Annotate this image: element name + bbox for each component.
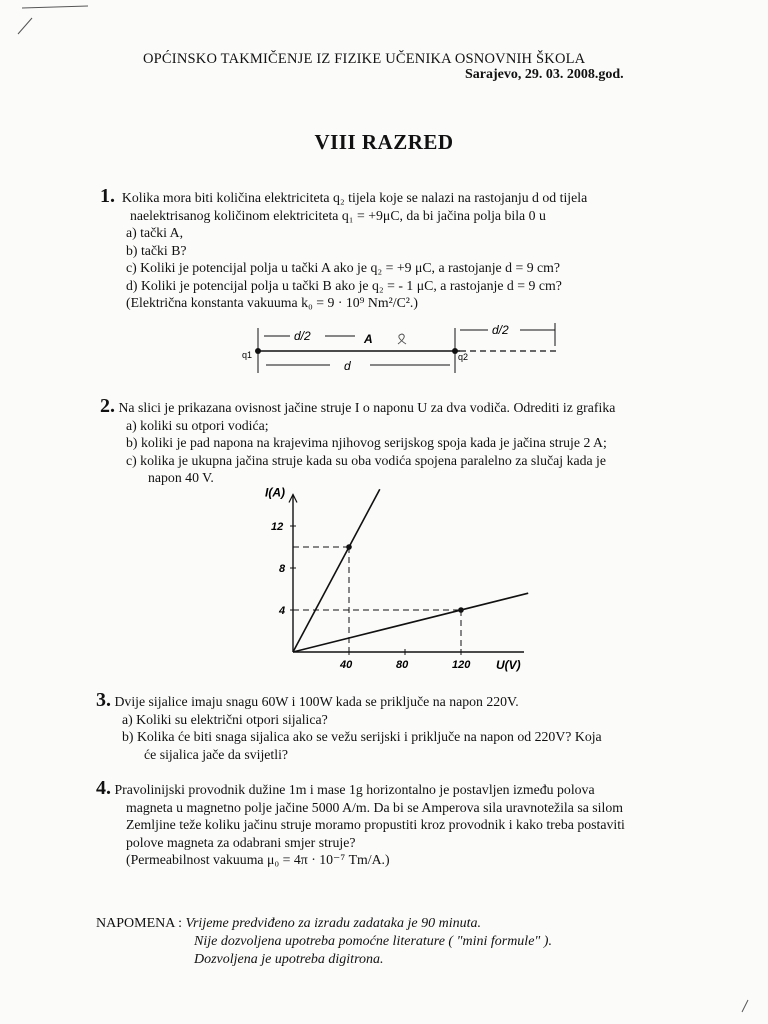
subquestion-c: c) Koliki je potencijal polja u tački A ako je q₂ = +9 μC, a rastojanje d = 9 cm? bbox=[126, 260, 561, 275]
permeability-note: (Permeabilnost vakuuma μ₀ = 4π · 10⁻⁷ Tm/A.) bbox=[126, 852, 390, 867]
exam-note bbox=[96, 915, 552, 969]
y-tick-label: 12 bbox=[271, 521, 284, 533]
question-4 bbox=[96, 777, 625, 869]
question-number: 1. bbox=[100, 185, 115, 207]
note-label: NAPOMENA : bbox=[96, 916, 182, 931]
constant-note: (Električna konstanta vakuuma k₀ = 9 · 10⁹ Nm²/C².) bbox=[126, 295, 418, 310]
question-1 bbox=[100, 185, 588, 312]
series-line-2 bbox=[293, 593, 528, 652]
current-voltage-chart bbox=[255, 480, 565, 675]
series-point-1 bbox=[346, 544, 352, 550]
subquestion-a: a) tački A, bbox=[126, 225, 184, 240]
x-axis-label: U(V) bbox=[496, 658, 521, 672]
label-distance-d: d bbox=[344, 359, 351, 373]
x-tick-label: 40 bbox=[340, 659, 353, 671]
subquestion-b: b) koliki je pad napona na krajevima njihovog serijskog spoja kada je jačina struje 2 A; bbox=[126, 435, 607, 450]
subquestion-c: c) kolika je ukupna jačina struje kada su oba vodića spojena paralelno za slučaj kada je bbox=[126, 452, 607, 468]
series-line-1 bbox=[293, 489, 380, 652]
label-point-a: A bbox=[364, 332, 373, 346]
question-number: 4. bbox=[96, 777, 111, 799]
y-axis-label: I(A) bbox=[265, 485, 285, 500]
series-point-2 bbox=[458, 607, 464, 613]
question-text: polove magneta za odabrani smjer struje? bbox=[126, 834, 356, 850]
y-tick-label: 8 bbox=[279, 563, 286, 575]
question-2 bbox=[100, 395, 616, 487]
x-tick-label: 80 bbox=[396, 659, 409, 671]
label-q2: q2 bbox=[458, 352, 469, 362]
subquestion-b-cont: će sijalica jače da svijetli? bbox=[144, 746, 289, 762]
question-text: Pravolinijski provodnik dužine 1m i mase 1g horizontalno je postavljen između polova bbox=[114, 782, 595, 797]
note-time: Vrijeme predviđeno za izradu zadataka je 90 minuta. bbox=[185, 916, 481, 931]
question-text: Dvije sijalice imaju snagu 60W i 100W kada se priključe na napon 220V. bbox=[114, 694, 519, 709]
charges-figure bbox=[230, 318, 570, 378]
question-text: Zemljine teže koliku jačinu struje moramo propustiti kroz provodnik i kako treba postaviti bbox=[126, 817, 625, 832]
question-3 bbox=[96, 689, 602, 763]
label-half-right: d/2 bbox=[492, 323, 509, 337]
header-title: OPĆINSKO TAKMIČENJE IZ FIZIKE UČENIKA OSNOVNIH ŠKOLA bbox=[143, 51, 586, 67]
subquestion-c-cont: napon 40 V. bbox=[148, 470, 214, 485]
question-text: naelektrisanog količinom elektriciteta q₁ = +9μC, da bi jačina polja bila 0 u bbox=[130, 207, 546, 223]
note-literature: Nije dozvoljena upotreba pomoćne literature ( "mini formule" ). bbox=[194, 934, 552, 949]
note-calculator: Dozvoljena je upotreba digitrona. bbox=[194, 952, 384, 967]
grade-title: VIII RAZRED bbox=[314, 130, 454, 154]
question-text: magneta u magnetno polje jačine 5000 A/m. Da bi se Amperova sila uravnotežila sa silom bbox=[126, 799, 623, 815]
header-place-date: Sarajevo, 29. 03. 2008.god. bbox=[465, 67, 624, 82]
question-text: Kolika mora biti količina elektriciteta q₂ tijela koje se nalazi na rastojanju d od tijela bbox=[121, 190, 588, 205]
subquestion-b: b) tački B? bbox=[126, 242, 187, 258]
question-number: 3. bbox=[96, 689, 111, 711]
question-number: 2. bbox=[100, 395, 115, 417]
subquestion-a: a) Koliki su električni otpori sijalica? bbox=[122, 711, 328, 727]
question-text: Na slici je prikazana ovisnost jačine struje I o naponu U za dva vodiča. Odrediti iz grafika bbox=[118, 400, 616, 415]
label-q1: q1 bbox=[242, 350, 253, 360]
subquestion-d: d) Koliki je potencijal polja u tački B ako je q₂ = - 1 μC, a rastojanje d = 9 cm? bbox=[126, 277, 562, 293]
x-tick-label: 120 bbox=[452, 659, 471, 671]
subquestion-a: a) koliki su otpori vodića; bbox=[126, 417, 269, 433]
subquestion-b: b) Kolika će biti snaga sijalica ako se vežu serijski i priključe na napon od 220V? Koja bbox=[122, 729, 602, 744]
label-half-left: d/2 bbox=[294, 329, 311, 343]
y-tick-label: 4 bbox=[279, 605, 286, 617]
